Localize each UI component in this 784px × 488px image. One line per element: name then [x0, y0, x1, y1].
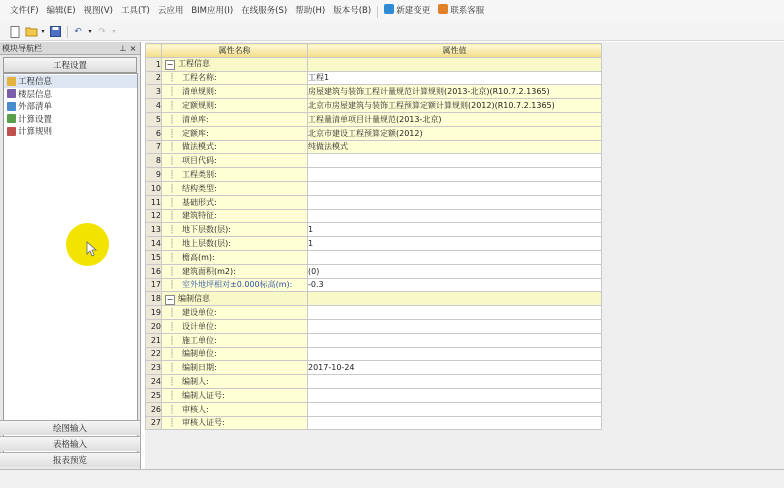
customer-service-icon [438, 4, 448, 14]
property-row [146, 112, 602, 126]
property-value-cell[interactable] [308, 375, 602, 389]
drawing-input-button[interactable]: 绘图输入 [0, 420, 140, 435]
property-name: 定额规则: [182, 101, 217, 111]
save-icon[interactable] [48, 25, 62, 39]
dropdown-arrow-icon[interactable]: ▾ [41, 28, 45, 35]
row-number: 21 [146, 333, 162, 347]
tree-connector: ┊ [169, 156, 175, 166]
property-row [146, 154, 602, 168]
property-row [146, 361, 602, 375]
property-name: 编制单位: [182, 349, 217, 359]
row-number: 19 [146, 306, 162, 320]
property-value-cell[interactable] [308, 154, 602, 168]
row-number: 12 [146, 209, 162, 223]
row-number: 16 [146, 264, 162, 278]
undo-icon[interactable]: ↶ [74, 26, 82, 37]
open-folder-icon[interactable] [24, 25, 38, 39]
menu-item[interactable] [434, 0, 488, 23]
row-number: 22 [146, 347, 162, 361]
property-name-cell [162, 71, 308, 85]
property-name: 做法模式: [182, 142, 217, 152]
property-row [146, 71, 602, 85]
property-value-cell[interactable]: 工程1 [308, 71, 602, 85]
grid-header-row [146, 44, 602, 58]
property-row [146, 402, 602, 416]
property-name-cell [162, 347, 308, 361]
property-name-cell [162, 112, 308, 126]
row-number: 18 [146, 292, 162, 306]
tree-connector: ┊ [169, 87, 175, 97]
property-name: 建筑面积(m2): [182, 266, 236, 276]
collapse-icon[interactable]: − [166, 294, 174, 304]
property-value-cell[interactable]: 纯做法模式 [308, 140, 602, 154]
floor-info-icon [7, 89, 16, 98]
property-row [146, 99, 602, 113]
property-name-cell [162, 264, 308, 278]
group-row [146, 57, 602, 71]
row-number: 8 [146, 154, 162, 168]
redo-icon[interactable]: ↷ [98, 26, 106, 37]
row-number: 23 [146, 361, 162, 375]
row-number: 10 [146, 181, 162, 195]
calc-rules-icon [7, 127, 16, 136]
property-value-cell[interactable] [308, 195, 602, 209]
property-name-cell [162, 375, 308, 389]
calc-settings-icon [7, 114, 16, 123]
row-number: 15 [146, 250, 162, 264]
property-name: 建设单位: [182, 308, 217, 318]
property-row [146, 195, 602, 209]
row-number-header [146, 44, 162, 58]
property-value-cell[interactable]: 1 [308, 237, 602, 251]
module-item[interactable] [4, 100, 137, 113]
property-name: 工程名称: [182, 73, 217, 83]
property-name-cell [162, 250, 308, 264]
property-row [146, 223, 602, 237]
row-number: 25 [146, 388, 162, 402]
property-name: 基础形式: [182, 197, 217, 207]
property-value-cell[interactable]: 房屋建筑与装饰工程计量规范计算规则(2013-北京)(R10.7.2.1365) [308, 85, 602, 99]
menu-item[interactable] [117, 0, 154, 23]
menu-item-label: 帮助(H) [295, 6, 326, 16]
module-list [3, 73, 138, 460]
module-item-label: 外部清单 [18, 102, 53, 113]
property-grid-area [145, 42, 784, 469]
row-number: 11 [146, 195, 162, 209]
row-number: 3 [146, 85, 162, 99]
property-name-cell [162, 278, 308, 292]
table-input-button[interactable]: 表格输入 [0, 436, 140, 451]
property-row [146, 375, 602, 389]
property-name-cell [162, 126, 308, 140]
tree-connector: ┊ [169, 280, 175, 290]
property-grid [145, 43, 602, 430]
property-name: 项目代码: [182, 156, 217, 166]
property-name-cell [162, 333, 308, 347]
collapse-icon[interactable]: − [166, 60, 174, 70]
tree-connector: ┊ [169, 321, 175, 331]
property-name: 编制人: [182, 377, 209, 387]
tree-connector: ┊ [169, 349, 175, 359]
section-project-settings[interactable]: 工程设置 [3, 57, 137, 73]
property-name: 工程类别: [182, 170, 217, 180]
tree-connector: ┊ [169, 404, 175, 414]
menu-item-label: 版本号(B) [333, 6, 372, 16]
property-name: 建筑特征: [182, 211, 217, 221]
status-bar [0, 469, 784, 488]
toolbar-divider [67, 26, 68, 38]
menu-item-label: BIM应用(I) [191, 6, 234, 16]
property-name-cell [162, 402, 308, 416]
property-value-cell[interactable] [308, 181, 602, 195]
property-name-cell [162, 99, 308, 113]
menu-item[interactable] [80, 0, 117, 23]
menu-item[interactable] [237, 0, 291, 23]
property-row [146, 250, 602, 264]
module-item-label: 计算规则 [18, 127, 53, 138]
menu-item[interactable] [329, 0, 375, 23]
tree-connector: ┊ [169, 211, 175, 221]
property-name-cell [162, 154, 308, 168]
tree-connector: ┊ [169, 239, 175, 249]
tree-connector: ┊ [169, 128, 175, 138]
module-item[interactable] [4, 113, 137, 126]
property-name: 施工单位: [182, 335, 217, 345]
property-name: 设计单位: [182, 321, 217, 331]
property-value-cell[interactable]: 1 [308, 223, 602, 237]
property-value-header: 属性值 [308, 44, 602, 58]
menu-bar [0, 0, 784, 23]
tree-connector: ┊ [169, 418, 175, 428]
property-value-cell[interactable]: 北京市建设工程预算定额(2012) [308, 126, 602, 140]
module-item-label: 工程信息 [18, 77, 53, 88]
row-number: 14 [146, 237, 162, 251]
property-value-cell [308, 57, 602, 71]
property-name-cell [162, 237, 308, 251]
menu-item-label: 联系客服 [450, 6, 485, 16]
property-row [146, 333, 602, 347]
property-row [146, 237, 602, 251]
property-name-cell [162, 195, 308, 209]
row-number: 4 [146, 99, 162, 113]
property-value-cell[interactable] [308, 333, 602, 347]
panel-title-bar [0, 42, 140, 55]
tree-connector: ┊ [169, 266, 175, 276]
property-row [146, 181, 602, 195]
tree-connector: ┊ [169, 252, 175, 262]
property-name: 定额库: [182, 128, 209, 138]
external-list-icon [7, 102, 16, 111]
property-row [146, 416, 602, 430]
module-item[interactable] [4, 75, 137, 88]
property-name: 室外地坪相对±0.000标高(m): [182, 280, 293, 290]
property-name-cell [162, 361, 308, 375]
property-name: 地上层数(层): [182, 239, 231, 249]
property-name: 编制信息 [178, 293, 210, 303]
row-number: 27 [146, 416, 162, 430]
new-change-icon [384, 4, 394, 14]
row-number: 2 [146, 71, 162, 85]
row-number: 6 [146, 126, 162, 140]
property-row [146, 140, 602, 154]
property-value-cell[interactable]: 工程量清单项目计量规范(2013-北京) [308, 112, 602, 126]
property-name-cell [162, 181, 308, 195]
tree-connector: ┊ [169, 114, 175, 124]
property-row [146, 264, 602, 278]
property-row [146, 278, 602, 292]
row-number: 17 [146, 278, 162, 292]
dropdown-arrow-icon[interactable]: ▾ [88, 28, 92, 35]
menu-item-label: 云应用 [157, 6, 184, 16]
property-name: 清单库: [182, 114, 209, 124]
property-name-header: 属性名称 [162, 44, 308, 58]
row-number: 7 [146, 140, 162, 154]
menu-item[interactable] [291, 0, 329, 23]
tree-connector: ┊ [169, 183, 175, 193]
menu-item[interactable] [154, 0, 188, 23]
module-item[interactable] [4, 88, 137, 101]
property-value-cell[interactable] [308, 388, 602, 402]
property-value-cell[interactable] [308, 168, 602, 182]
project-info-icon [7, 77, 16, 86]
property-name-cell[interactable] [162, 292, 308, 306]
property-value-cell[interactable] [308, 416, 602, 430]
close-icon[interactable]: × [129, 43, 137, 53]
property-row [146, 319, 602, 333]
property-name-cell [162, 223, 308, 237]
property-name-cell [162, 85, 308, 99]
menu-item-label: 新建变更 [396, 6, 431, 16]
tree-connector: ┊ [169, 363, 175, 373]
property-name: 清单规则: [182, 87, 217, 97]
property-name-cell [162, 140, 308, 154]
menu-item-label: 在线服务(S) [241, 6, 288, 16]
property-row [146, 168, 602, 182]
property-value-cell [308, 292, 602, 306]
tree-connector: ┊ [169, 142, 175, 152]
panel-title: 模块导航栏 [2, 43, 42, 53]
group-row [146, 292, 602, 306]
tree-connector: ┊ [169, 308, 175, 318]
menu-item-label: 视图(V) [83, 6, 113, 16]
pin-icon[interactable]: ⊥ [119, 43, 127, 53]
property-value-cell[interactable] [308, 209, 602, 223]
property-name: 审核人证号: [182, 418, 225, 428]
tree-connector: ┊ [169, 225, 175, 235]
property-value-cell[interactable]: -0.3 [308, 278, 602, 292]
property-name-cell [162, 416, 308, 430]
property-name: 工程信息 [178, 59, 210, 69]
row-number: 24 [146, 375, 162, 389]
row-number: 26 [146, 402, 162, 416]
module-item-label: 楼层信息 [18, 89, 53, 100]
property-row [146, 347, 602, 361]
property-row [146, 126, 602, 140]
menu-item-label: 编辑(E) [46, 6, 76, 16]
mouse-pointer-icon [86, 241, 98, 257]
tree-connector: ┊ [169, 101, 175, 111]
property-name: 审核人: [182, 404, 209, 414]
toolbar [0, 23, 784, 41]
tree-connector: ┊ [169, 335, 175, 345]
property-name-cell [162, 168, 308, 182]
tree-connector: ┊ [169, 170, 175, 180]
tree-connector: ┊ [169, 197, 175, 207]
report-preview-button[interactable]: 报表预览 [0, 452, 140, 467]
dropdown-arrow-icon[interactable]: ▾ [112, 28, 116, 35]
row-number: 13 [146, 223, 162, 237]
property-name-cell [162, 209, 308, 223]
property-name: 编制日期: [182, 363, 217, 373]
property-name-cell [162, 306, 308, 320]
property-name: 檐高(m): [182, 252, 215, 262]
menu-divider [377, 6, 378, 18]
row-number: 9 [146, 168, 162, 182]
property-value-cell[interactable] [308, 319, 602, 333]
row-number: 5 [146, 112, 162, 126]
property-value-cell[interactable]: (0) [308, 264, 602, 278]
property-name: 编制人证号: [182, 390, 225, 400]
menu-item-label: 工具(T) [121, 6, 150, 16]
property-value-cell[interactable] [308, 250, 602, 264]
property-value-cell[interactable] [308, 347, 602, 361]
tree-connector: ┊ [169, 73, 175, 83]
row-number: 1 [146, 57, 162, 71]
property-value-cell[interactable]: 北京市房屋建筑与装饰工程预算定额计算规则(2012)(R10.7.2.1365) [308, 99, 602, 113]
new-file-icon[interactable] [8, 25, 22, 39]
menu-item-label: 文件(F) [10, 6, 39, 16]
tree-connector: ┊ [169, 377, 175, 387]
menu-item[interactable] [43, 0, 80, 23]
property-value-cell[interactable]: 2017-10-24 [308, 361, 602, 375]
module-item-label: 计算设置 [18, 114, 53, 125]
property-name-cell [162, 388, 308, 402]
menu-item[interactable] [187, 0, 237, 23]
property-value-cell[interactable] [308, 306, 602, 320]
property-name: 地下层数(层): [182, 225, 231, 235]
property-name: 结构类型: [182, 183, 217, 193]
property-row [146, 209, 602, 223]
menu-item[interactable] [0, 0, 43, 23]
property-value-cell[interactable] [308, 402, 602, 416]
row-number: 20 [146, 319, 162, 333]
module-item[interactable] [4, 125, 137, 138]
tree-connector: ┊ [169, 390, 175, 400]
property-row [146, 85, 602, 99]
property-name-cell[interactable] [162, 57, 308, 71]
menu-item[interactable] [380, 0, 434, 23]
property-row [146, 306, 602, 320]
property-name-cell [162, 319, 308, 333]
property-row [146, 388, 602, 402]
